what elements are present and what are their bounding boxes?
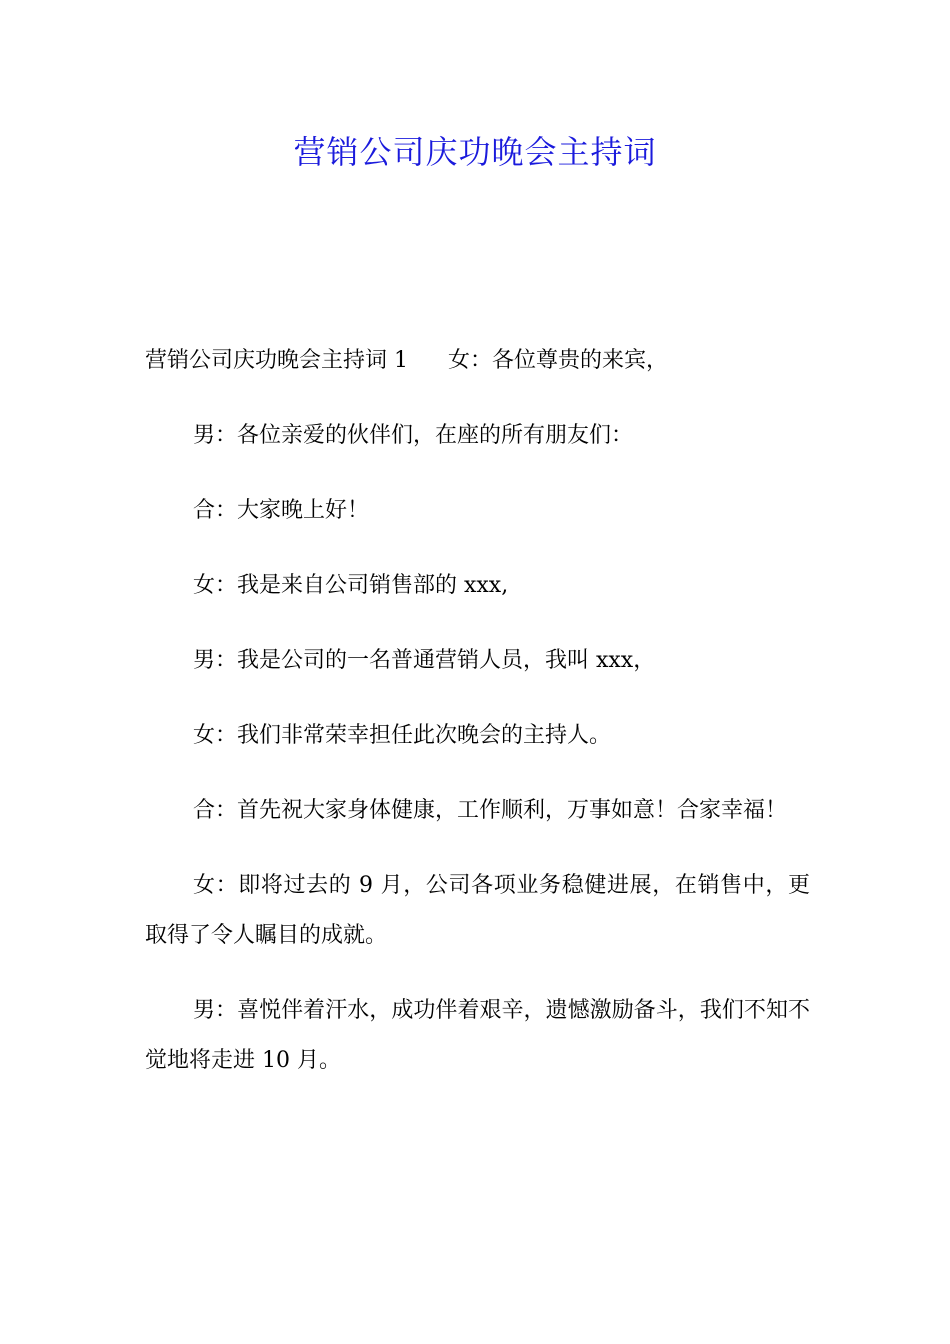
speech-line: 女：各位尊贵的来宾， [448, 348, 669, 373]
paragraph: 男：喜悦伴着汗水，成功伴着艰辛，遗憾激励备斗，我们不知不觉地将走进 10 月。 [145, 998, 810, 1073]
paragraph: 男：我是公司的一名普通营销人员，我叫 xxx， [193, 648, 656, 673]
paragraph: 男：各位亲爱的伙伴们，在座的所有朋友们： [193, 423, 634, 448]
document-body [145, 336, 810, 1111]
paragraph-intro [145, 336, 810, 386]
paragraph: 合：首先祝大家身体健康，工作顺利，万事如意！合家幸福！ [193, 798, 788, 823]
paragraph: 合：大家晚上好！ [193, 498, 370, 523]
paragraph: 女：我们非常荣幸担任此次晚会的主持人。 [193, 723, 612, 748]
paragraph: 女：我是来自公司销售部的 xxx, [193, 573, 509, 598]
paragraph: 女：即将过去的 9 月，公司各项业务稳健进展，在销售中，更取得了令人瞩目的成就。 [145, 873, 810, 948]
document-title: 营销公司庆功晚会主持词 [293, 133, 657, 171]
section-heading: 营销公司庆功晚会主持词 1 [145, 348, 408, 373]
